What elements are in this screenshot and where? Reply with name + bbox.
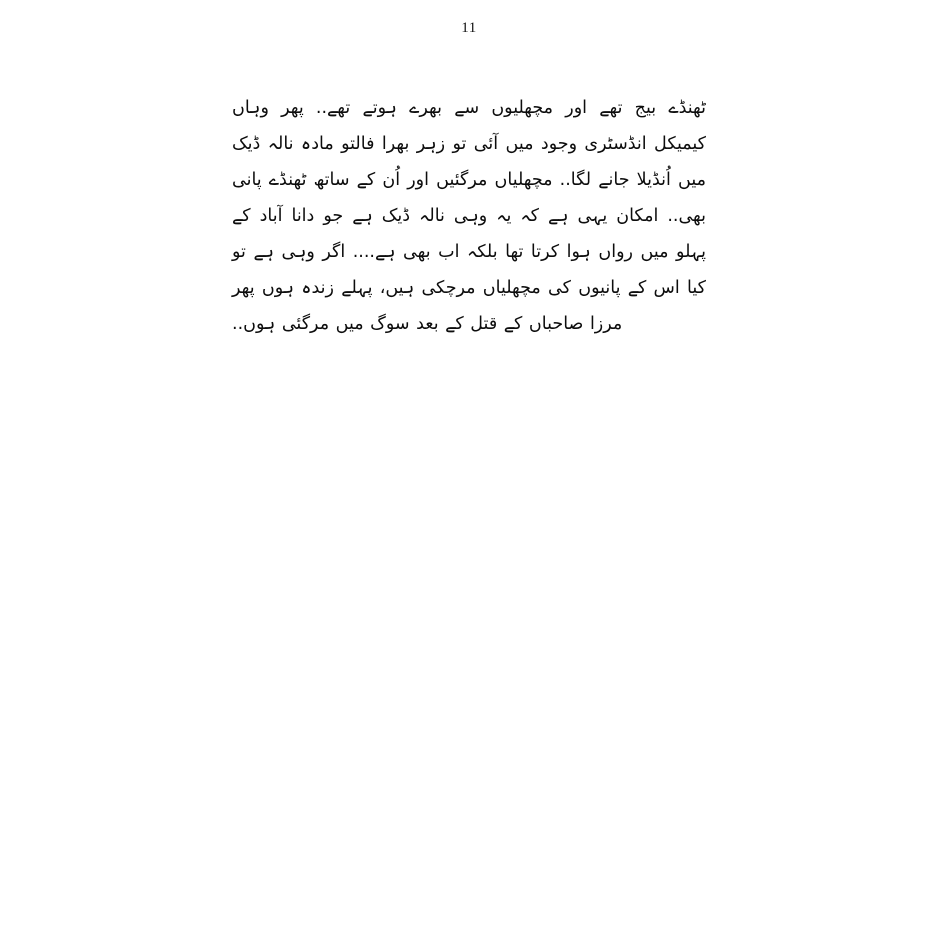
page-number: 11 — [461, 20, 477, 36]
body-paragraph: ٹھنڈے بیج تھے اور مچھلیوں سے بھرے ہوتے تھے.. پھر وہاں کیمیکل انڈسٹری وجود میں آئی تو زہر بھرا فالتو مادہ نالہ ڈیک میں اُنڈیلا جانے لگا.. مچھلیاں مرگئیں اور اُن کے ساتھ ٹھنڈے پانی بھی.. امکان یہی ہے کہ یہ وہی نالہ ڈیک ہے جو دانا آباد کے پہلو میں رواں ہوا کرتا تھا بلکہ اب بھی ہے.... اگر وہی ہے تو کیا اس کے پانیوں کی مچھلیاں مرچکی ہیں، پہلے زندہ ہوں پھر مرزا صاحباں کے قتل کے بعد سوگ میں مرگئی ہوں.. — [232, 98, 706, 334]
body-text-block — [232, 90, 706, 342]
